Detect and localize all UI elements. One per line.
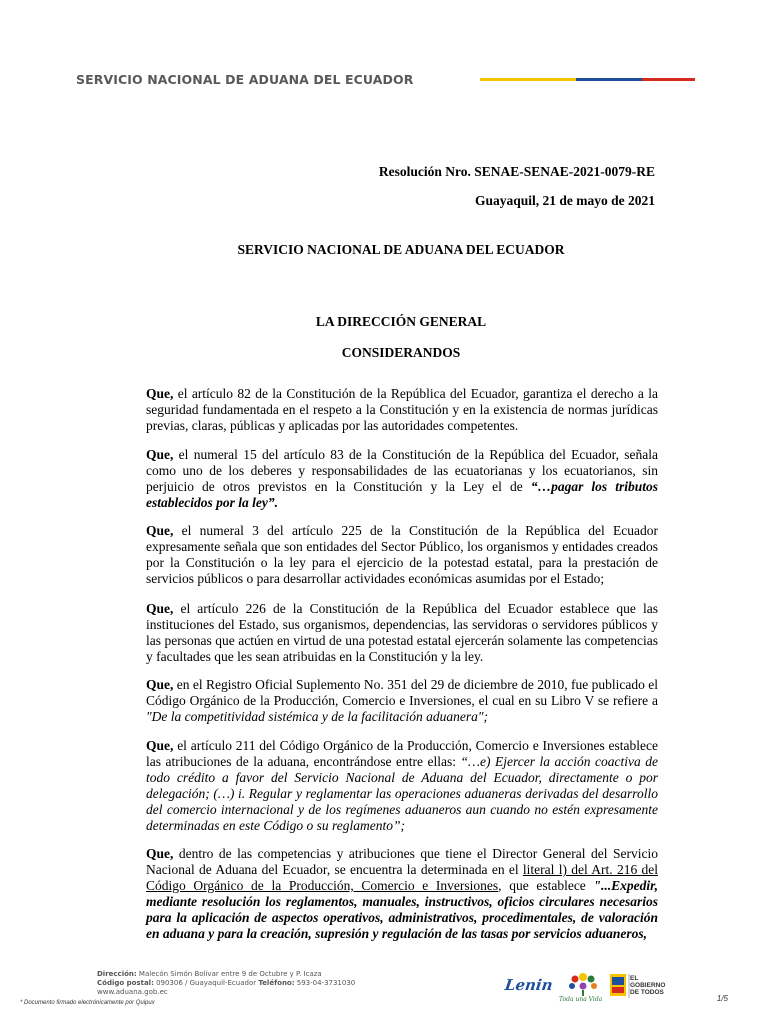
- electronic-signature-note: * Documento firmado electrónicamente por Quipux: [20, 1000, 155, 1006]
- paragraph-6: [146, 738, 658, 834]
- paragraph-1: [146, 386, 658, 434]
- paragraph-2: [146, 447, 658, 511]
- paragraph-lead: Que,: [146, 523, 174, 538]
- paragraph-text: el artículo 211 del Código Orgánico de la Producción, Comercio e Inversiones establece las atribuciones de la aduana, encontrándose entre ellas:: [146, 738, 658, 769]
- flag-blue: [576, 78, 642, 81]
- paragraph-lead: Que,: [146, 447, 174, 462]
- page-number: 1/5: [716, 994, 728, 1003]
- institution-header: SERVICIO NACIONAL DE ADUANA DEL ECUADOR: [76, 72, 414, 87]
- footer-postal: Código postal: 090306 / Guayaquil-Ecuador Teléfono: 593-04-3731030: [97, 979, 356, 987]
- paragraph-text: el artículo 82 de la Constitución de la República del Ecuador, garantiza el derecho a la seguridad fundamentada en el respeto a la Constitución y en la existencia de normas jurídicas previas, claras, públicas y aplicadas por las autoridades competentes.: [146, 386, 658, 433]
- flag-red: [642, 78, 695, 81]
- lenin-logo: Lenin: [503, 976, 554, 994]
- paragraph-text: dentro de las competencias y atribuciones que tiene el Director General del Servicio Nacional de Aduana del Ecuador, se encuentra la determinada en el: [146, 846, 658, 877]
- resolution-number: Resolución Nro. SENAE-SENAE-2021-0079-RE: [378, 164, 655, 179]
- paragraph-lead: Que,: [146, 738, 174, 753]
- paragraph-lead: Que,: [146, 677, 174, 692]
- paragraph-lead: Que,: [146, 846, 174, 861]
- paragraph-text-2: , que establece: [498, 878, 594, 893]
- footer-contact: [97, 970, 355, 997]
- paragraph-quote: "...Expedir, mediante resolución los reglamentos, manuales, instructivos, oficios circulares necesarios para la aplicación de aspectos operativos, administrativos, procedimentales, de valoración en aduana y para la creación, supresión y regulación de las tasas por servicios aduaneros,: [146, 878, 658, 941]
- paragraph-quote: "De la competitividad sistémica y de la facilitación aduanera";: [146, 709, 489, 724]
- paragraph-text: el artículo 226 de la Constitución de la República del Ecuador establece que las instituciones del Estado, sus organismos, dependencias, las servidoras o servidores públicos y las personas que actúen en virtud de una potestad estatal ejercerán solamente las competencias y facultades que les sean atribuidas en la Constitución y la ley.: [146, 601, 658, 664]
- direction-heading: LA DIRECCIÓN GENERAL: [315, 314, 487, 329]
- paragraph-text: en el Registro Oficial Suplemento No. 351 del 29 de diciembre de 2010, fue publicado el Código Orgánico de la Producción, Comercio e Inversiones, el cual en su Libro V se refiere a: [146, 677, 658, 708]
- flag-yellow: [480, 78, 576, 81]
- paragraph-quote: “…e) Ejercer la acción coactiva de todo crédito a favor del Servicio Nacional de Aduana del Ecuador, directamente o por delegación; (…) i. Regular y reglamentar las operaciones aduaneras derivadas del desarrollo del comercio internacional y de los regímenes aduaneros aun cuando no estén expresamente determinadas en este Código o su reglamento”;: [146, 754, 659, 833]
- paragraph-3: [146, 523, 658, 587]
- toda-una-vida-caption: Toda una Vida: [559, 996, 603, 1003]
- paragraph-quote: “…pagar los tributos establecidos por la ley”.: [146, 479, 658, 510]
- resolution-date: Guayaquil, 21 de mayo de 2021: [474, 193, 655, 208]
- paragraph-lead: Que,: [146, 386, 174, 401]
- paragraph-7: [146, 846, 658, 942]
- gobierno-de-todos-logo: EL GOBIERNO DE TODOS: [630, 975, 666, 996]
- paragraph-text: el numeral 15 del artículo 83 de la Constitución de la República del Ecuador, señala como uno de los deberes y responsabilidades de las ecuatorianas y los ecuatorianos, sin perjuicio de otros previstos en la Constitución y la Ley el de: [146, 447, 658, 494]
- paragraph-4: [146, 601, 658, 665]
- considering-heading: CONSIDERANDOS: [341, 345, 461, 360]
- flag-stripe: [480, 78, 695, 81]
- paragraph-5: [146, 677, 658, 725]
- legal-reference: literal l) del Art. 216 del Código Orgánico de la Producción, Comercio e Inversiones: [146, 862, 658, 893]
- footer-website[interactable]: www.aduana.gob.ec: [97, 988, 168, 996]
- institution-heading: SERVICIO NACIONAL DE ADUANA DEL ECUADOR: [237, 242, 565, 257]
- footer-address: Dirección: Malecón Simón Bolívar entre 9 de Octubre y P. Icaza: [97, 970, 322, 978]
- paragraph-text: el numeral 3 del artículo 225 de la Constitución de la República del Ecuador expresamente señala que son entidades del Sector Público, los organismos y entidades creados por la Constitución o la ley para el ejercicio de la potestad estatal, para la prestación de servicios públicos o para desarrollar actividades económicas asumidas por el Estado;: [146, 523, 658, 586]
- paragraph-lead: Que,: [146, 601, 174, 616]
